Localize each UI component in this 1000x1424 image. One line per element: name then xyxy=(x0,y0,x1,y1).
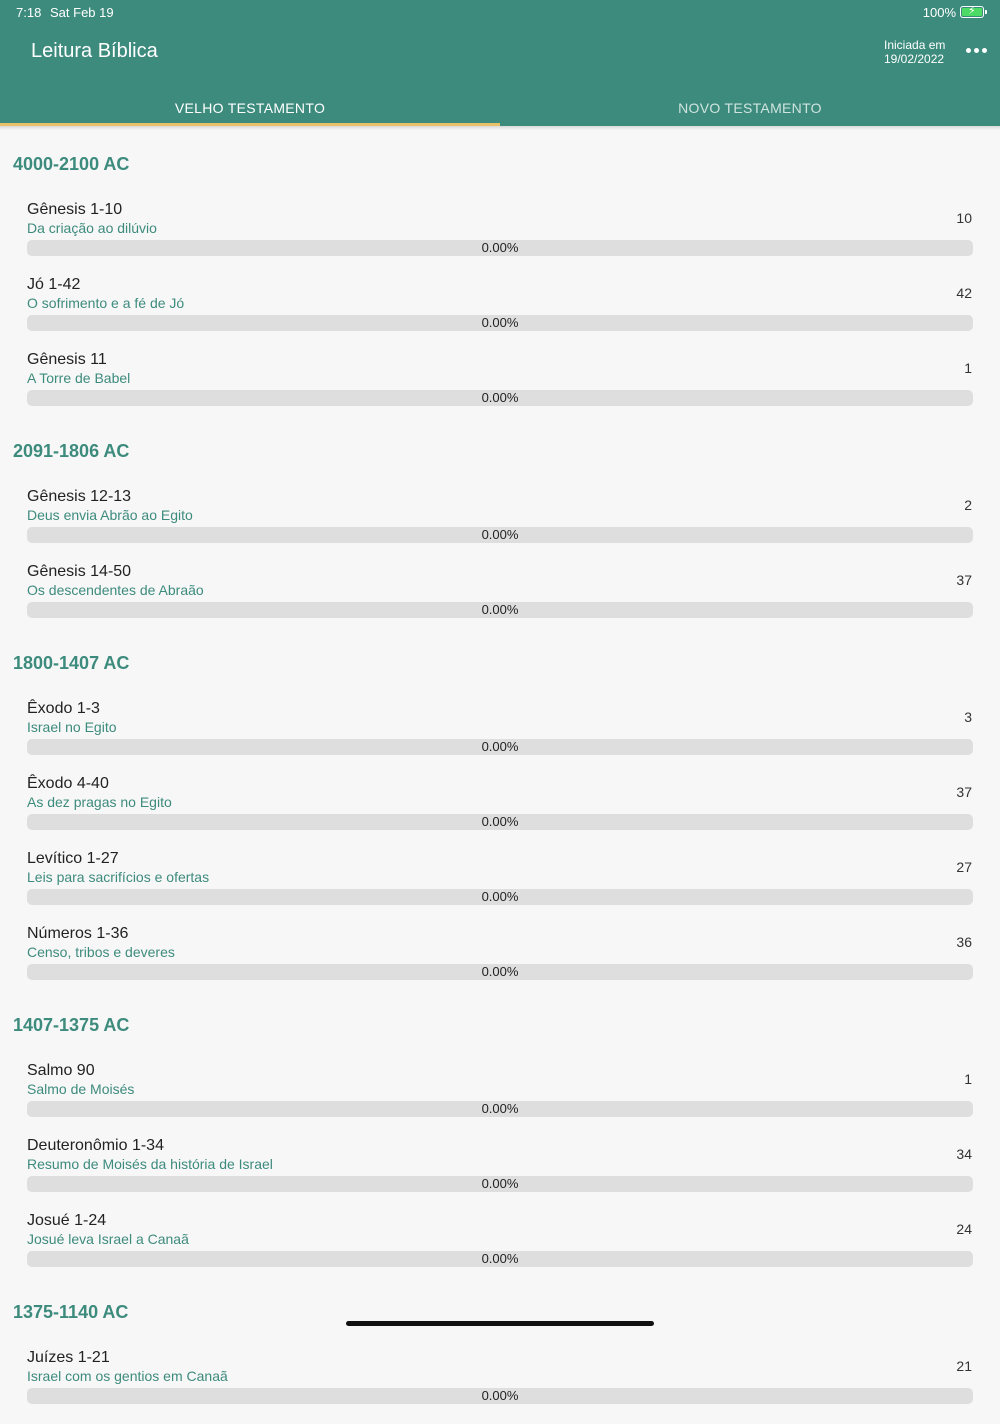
chapter-count: 21 xyxy=(956,1358,972,1374)
item-title: Gênesis 12-13 xyxy=(27,488,132,505)
chapter-count: 3 xyxy=(964,709,972,725)
status-bar xyxy=(0,0,1000,24)
started-date: 19/02/2022 xyxy=(884,52,945,66)
section-title: 1407-1375 AC xyxy=(13,1015,130,1035)
item-subtitle: Censo, tribos e deveres xyxy=(27,944,175,960)
item-subtitle: Salmo de Moisés xyxy=(27,1081,135,1097)
battery-icon: ⚡ xyxy=(960,6,984,18)
list-item[interactable] xyxy=(0,201,1000,276)
status-time: 7:18 xyxy=(16,5,42,20)
item-title: Gênesis 11 xyxy=(27,351,107,368)
item-title: Deuteronômio 1-34 xyxy=(27,1137,164,1154)
chapter-count: 34 xyxy=(956,1146,972,1162)
progress-label: 0.00% xyxy=(481,1251,519,1266)
section-title: 2091-1806 AC xyxy=(13,441,130,461)
progress-bar xyxy=(27,1176,973,1192)
progress-bar xyxy=(27,240,973,256)
progress-label: 0.00% xyxy=(481,315,519,330)
progress-label: 0.00% xyxy=(481,889,519,904)
started-label: Iniciada em xyxy=(884,38,946,52)
list-item[interactable] xyxy=(0,563,1000,638)
progress-label: 0.00% xyxy=(481,1388,519,1403)
list-item[interactable] xyxy=(0,488,1000,563)
progress-label: 0.00% xyxy=(481,739,519,754)
chapter-count: 27 xyxy=(956,859,972,875)
item-title: Gênesis 14-50 xyxy=(27,563,132,580)
chapter-count: 10 xyxy=(956,210,972,226)
progress-bar xyxy=(27,527,973,543)
chapter-count: 24 xyxy=(956,1221,972,1237)
progress-bar xyxy=(27,1101,973,1117)
progress-bar xyxy=(27,739,973,755)
progress-label: 0.00% xyxy=(481,814,519,829)
progress-bar xyxy=(27,1388,973,1404)
progress-label: 0.00% xyxy=(481,1176,519,1191)
progress-bar xyxy=(27,602,973,618)
list-item[interactable] xyxy=(0,1062,1000,1137)
list-item[interactable] xyxy=(0,775,1000,850)
list-item[interactable] xyxy=(0,1349,1000,1424)
chapter-count: 2 xyxy=(964,497,972,513)
section-title: 1375-1140 AC xyxy=(13,1302,129,1322)
progress-label: 0.00% xyxy=(481,602,519,617)
list-item[interactable] xyxy=(0,351,1000,426)
progress-bar xyxy=(27,964,973,980)
started-date-label xyxy=(884,38,945,66)
list-item[interactable] xyxy=(0,1212,1000,1287)
app-header xyxy=(0,0,1000,126)
list-item[interactable] xyxy=(0,1137,1000,1212)
item-subtitle: Resumo de Moisés da história de Israel xyxy=(27,1156,273,1172)
item-subtitle: Israel com os gentios em Canaã xyxy=(27,1368,228,1384)
item-subtitle: Josué leva Israel a Canaã xyxy=(27,1231,189,1247)
list-item[interactable] xyxy=(0,850,1000,925)
chapter-count: 37 xyxy=(956,784,972,800)
item-subtitle: Leis para sacrifícios e ofertas xyxy=(27,869,210,885)
progress-label: 0.00% xyxy=(481,390,519,405)
progress-label: 0.00% xyxy=(481,527,519,542)
item-title: Salmo 90 xyxy=(27,1062,95,1079)
progress-bar xyxy=(27,814,973,830)
item-title: Juízes 1-21 xyxy=(27,1349,110,1366)
chapter-count: 1 xyxy=(964,1071,972,1087)
item-subtitle: As dez pragas no Egito xyxy=(27,794,172,810)
item-title: Números 1-36 xyxy=(27,925,129,942)
list-item[interactable] xyxy=(0,276,1000,351)
section-title: 4000-2100 AC xyxy=(13,154,130,174)
item-subtitle: O sofrimento e a fé de Jó xyxy=(27,295,185,311)
progress-label: 0.00% xyxy=(481,964,519,979)
chapter-count: 36 xyxy=(956,934,972,950)
progress-bar xyxy=(27,390,973,406)
section-title: 1800-1407 AC xyxy=(13,653,130,673)
home-indicator xyxy=(346,1321,654,1326)
item-subtitle: A Torre de Babel xyxy=(27,370,131,386)
item-subtitle: Israel no Egito xyxy=(27,719,117,735)
item-subtitle: Da criação ao dilúvio xyxy=(27,220,157,236)
item-title: Levítico 1-27 xyxy=(27,850,119,867)
chapter-count: 1 xyxy=(964,360,972,376)
item-title: Êxodo 4-40 xyxy=(27,775,109,792)
list-item[interactable] xyxy=(0,700,1000,775)
progress-bar xyxy=(27,315,973,331)
item-title: Êxodo 1-3 xyxy=(27,700,100,717)
tab-new-testament[interactable]: NOVO TESTAMENTO xyxy=(678,100,822,116)
item-subtitle: Os descendentes de Abraão xyxy=(27,582,204,598)
progress-bar xyxy=(27,1251,973,1267)
item-subtitle: Deus envia Abrão ao Egito xyxy=(27,507,193,523)
more-horizontal-icon[interactable] xyxy=(964,42,990,60)
chapter-count: 37 xyxy=(956,572,972,588)
progress-bar xyxy=(27,889,973,905)
tab-old-testament[interactable]: VELHO TESTAMENTO xyxy=(174,100,326,116)
page-title: Leitura Bíblica xyxy=(31,40,158,62)
item-title: Jó 1-42 xyxy=(27,276,81,293)
status-date: Sat Feb 19 xyxy=(50,5,114,20)
item-title: Gênesis 1-10 xyxy=(27,201,123,218)
list-item[interactable] xyxy=(0,925,1000,1000)
item-title: Josué 1-24 xyxy=(27,1212,107,1229)
progress-label: 0.00% xyxy=(481,1101,519,1116)
chapter-count: 42 xyxy=(956,285,972,301)
battery-percentage: 100% xyxy=(922,5,956,20)
progress-label: 0.00% xyxy=(481,240,519,255)
